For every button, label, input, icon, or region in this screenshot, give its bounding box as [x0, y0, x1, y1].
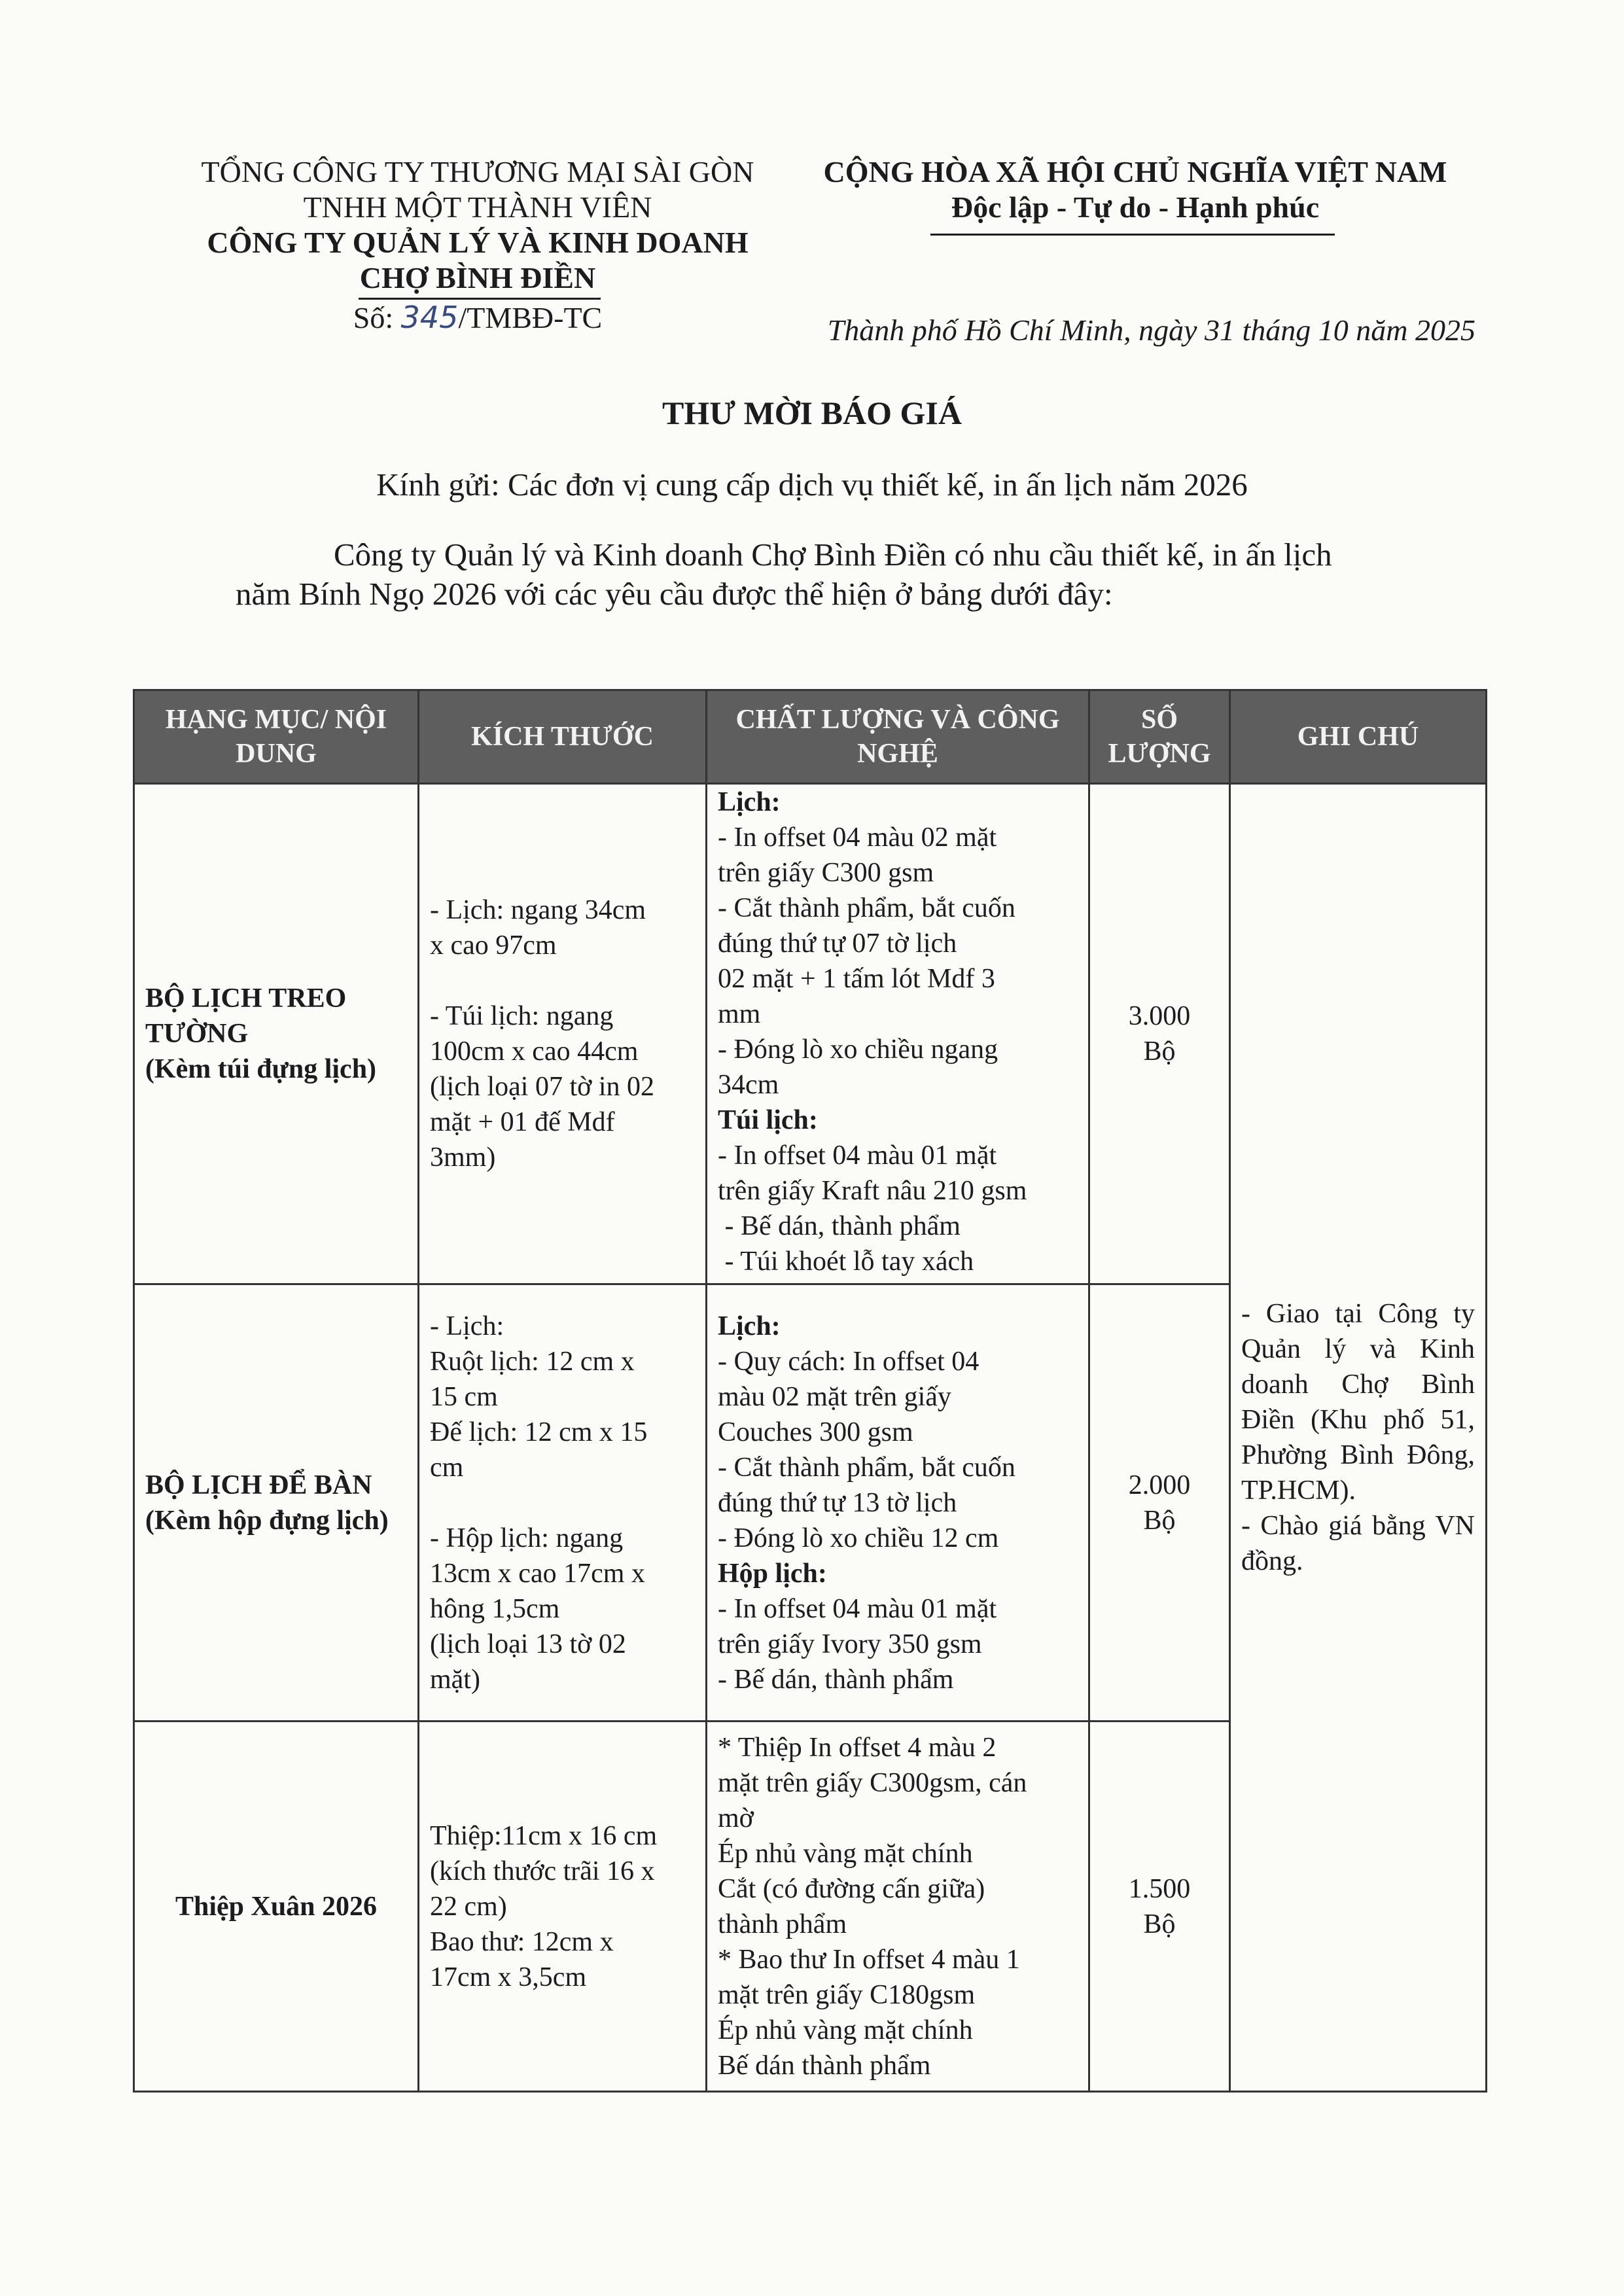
national-motto: Độc lập - Tự do - Hạnh phúc — [951, 190, 1320, 224]
qty-cell — [1089, 784, 1230, 1284]
note-line: - Giao tại Công ty Quản lý và Kinh doanh Chợ Bình Điền (Khu phố 51, Phường Bình Đông, TP.HCM). — [1241, 1299, 1475, 1506]
quality-line: Ép nhủ vàng mặt chính — [718, 2015, 973, 2045]
intro-paragraph — [236, 535, 1426, 614]
size-cell — [419, 784, 707, 1284]
col-header-note: GHI CHÚ — [1230, 690, 1487, 784]
quality-line: mặt trên giấy C300gsm, cán — [718, 1767, 1027, 1798]
size-line: (lịch loại 13 tờ 02 — [430, 1629, 626, 1659]
quality-cell — [707, 784, 1089, 1284]
quality-line: - Đóng lò xo chiều ngang — [718, 1034, 998, 1065]
issuer-parent-line1: TỔNG CÔNG TY THƯƠNG MẠI SÀI GÒN — [201, 155, 754, 188]
size-cell — [419, 1284, 707, 1722]
size-line — [430, 963, 695, 998]
item-cell — [134, 1284, 419, 1722]
qty-unit: Bộ — [1143, 1909, 1176, 1939]
quality-cell — [707, 1284, 1089, 1722]
quality-line: - In offset 04 màu 02 mặt — [718, 822, 997, 853]
qty-value: 2.000 — [1128, 1470, 1191, 1500]
size-line: (kích thước trãi 16 x — [430, 1856, 655, 1886]
size-line: Thiệp:11cm x 16 cm — [430, 1820, 658, 1851]
size-lines — [430, 1818, 695, 1995]
col-header-item: HẠNG MỤC/ NỘI DUNG — [134, 690, 419, 784]
size-line: x cao 97cm — [430, 930, 557, 961]
quality-lines — [718, 1730, 1078, 2083]
item-cell — [134, 784, 419, 1284]
issuer-company-name: CÔNG TY QUẢN LÝ VÀ KINH DOANH — [207, 226, 749, 259]
col-header-quality: CHẤT LƯỢNG VÀ CÔNG NGHỆ — [707, 690, 1089, 784]
size-line: 17cm x 3,5cm — [430, 1962, 587, 1992]
issuer-underline — [359, 298, 601, 300]
document-title: THƯ MỜI BÁO GIÁ — [662, 395, 962, 431]
size-line: 13cm x cao 17cm x — [430, 1558, 645, 1589]
quality-line: Cắt (có đường cấn giữa) — [718, 1873, 985, 1904]
note-line: - Chào giá bằng VN đồng. — [1241, 1511, 1475, 1576]
item-cell — [134, 1722, 419, 2092]
size-line: mặt + 01 đế Mdf — [430, 1107, 615, 1137]
size-line: hông 1,5cm — [430, 1593, 560, 1624]
quality-line: mặt trên giấy C180gsm — [718, 1979, 976, 2010]
quality-line: mờ — [718, 1803, 754, 1833]
issuer-company-name-2: CHỢ BÌNH ĐIỀN — [359, 261, 596, 294]
qty-value: 3.000 — [1128, 1001, 1191, 1031]
size-line: - Hộp lịch: ngang — [430, 1523, 624, 1553]
quality-line: * Bao thư In offset 4 màu 1 — [718, 1944, 1020, 1975]
quality-line: - In offset 04 màu 01 mặt — [718, 1593, 997, 1624]
note-cell — [1230, 784, 1487, 2092]
quality-line: mm — [718, 999, 761, 1029]
quality-cell — [707, 1722, 1089, 2092]
table-header-row — [134, 690, 1487, 784]
quality-line: - Cắt thành phẩm, bắt cuốn — [718, 893, 1015, 923]
quality-line: - Bế dán, thành phẩm — [718, 1664, 954, 1695]
quality-line: - Cắt thành phẩm, bắt cuốn — [718, 1452, 1015, 1483]
quality-line: đúng thứ tự 07 tờ lịch — [718, 928, 957, 959]
quality-line: màu 02 mặt trên giấy — [718, 1381, 951, 1412]
document-date: Thành phố Hồ Chí Minh, ngày 31 tháng 10 năm 2025 — [827, 313, 1475, 347]
quality-line: - Quy cách: In offset 04 — [718, 1346, 980, 1377]
qty-value: 1.500 — [1128, 1873, 1191, 1904]
item-subtitle: (Kèm hộp đựng lịch) — [145, 1505, 389, 1536]
item-subtitle: (Kèm túi đựng lịch) — [145, 1054, 377, 1084]
quality-line: đúng thứ tự 13 tờ lịch — [718, 1487, 957, 1518]
quality-line: - Bế dán, thành phẩm — [718, 1211, 961, 1241]
qty-cell — [1089, 1722, 1230, 2092]
size-line: - Lịch: — [430, 1311, 504, 1341]
size-line: 22 cm) — [430, 1891, 507, 1922]
motto-underline — [930, 234, 1335, 236]
quality-line: trên giấy C300 gsm — [718, 858, 934, 888]
quality-line: - In offset 04 màu 01 mặt — [718, 1140, 997, 1171]
national-motto-block — [795, 154, 1475, 225]
size-line: - Lịch: ngang 34cm — [430, 895, 646, 925]
quality-line: trên giấy Kraft nâu 210 gsm — [718, 1176, 1027, 1206]
recipient-line: Kính gửi: Các đơn vị cung cấp dịch vụ thiết kế, in ấn lịch năm 2026 — [376, 467, 1248, 503]
national-title: CỘNG HÒA XÃ HỘI CHỦ NGHĨA VIỆT NAM — [823, 155, 1447, 188]
issuer-block — [170, 154, 785, 336]
document-number-prefix: Số: — [353, 301, 394, 334]
quality-line: 02 mặt + 1 tấm lót Mdf 3 — [718, 964, 995, 994]
item-title: BỘ LỊCH TREO TƯỜNG — [145, 983, 347, 1049]
quality-heading: Lịch: — [718, 1311, 781, 1341]
item-title: Thiệp Xuân 2026 — [175, 1891, 378, 1922]
size-line: - Túi lịch: ngang — [430, 1001, 614, 1031]
document-number-handwritten: 345 — [400, 300, 459, 335]
size-line: 100cm x cao 44cm — [430, 1036, 639, 1067]
quality-heading: Túi lịch: — [718, 1105, 818, 1135]
quality-line: - Túi khoét lỗ tay xách — [718, 1246, 974, 1277]
size-line — [430, 1485, 695, 1521]
size-line: cm — [430, 1452, 464, 1483]
quality-line: * Thiệp In offset 4 màu 2 — [718, 1732, 997, 1763]
size-line: 15 cm — [430, 1381, 498, 1412]
size-line: Ruột lịch: 12 cm x — [430, 1346, 635, 1377]
size-line: (lịch loại 07 tờ in 02 — [430, 1072, 654, 1102]
size-lines — [430, 1309, 695, 1697]
qty-unit: Bộ — [1143, 1505, 1176, 1536]
issuer-parent-line2: TNHH MỘT THÀNH VIÊN — [303, 190, 652, 224]
quality-line: Ép nhủ vàng mặt chính — [718, 1838, 973, 1869]
size-line: Đế lịch: 12 cm x 15 — [430, 1417, 648, 1447]
qty-unit: Bộ — [1143, 1036, 1176, 1067]
intro-line-1: Công ty Quản lý và Kinh doanh Chợ Bình Điền có nhu cầu thiết kế, in ấn lịch — [334, 537, 1332, 573]
col-header-qty: SỐ LƯỢNG — [1089, 690, 1230, 784]
quality-lines — [718, 785, 1078, 1279]
size-cell — [419, 1722, 707, 2092]
quality-line: trên giấy Ivory 350 gsm — [718, 1629, 982, 1659]
document-number — [170, 300, 785, 336]
quotation-table — [133, 689, 1487, 2093]
quality-heading: Hộp lịch: — [718, 1558, 827, 1589]
qty-cell — [1089, 1284, 1230, 1722]
quality-heading: Lịch: — [718, 787, 781, 817]
item-title: BỘ LỊCH ĐỂ BÀN — [145, 1470, 372, 1500]
size-line: 3mm) — [430, 1142, 496, 1173]
size-lines — [430, 892, 695, 1175]
quality-line: Bế dán thành phẩm — [718, 2050, 931, 2081]
quality-lines — [718, 1309, 1078, 1697]
table-row — [134, 784, 1487, 1284]
quality-line: - Đóng lò xo chiều 12 cm — [718, 1523, 999, 1553]
size-line: mặt) — [430, 1664, 480, 1695]
intro-line-2: năm Bính Ngọ 2026 với các yêu cầu được thể hiện ở bảng dưới đây: — [236, 576, 1113, 612]
quality-line: 34cm — [718, 1070, 779, 1100]
quality-line: thành phẩm — [718, 1909, 847, 1939]
size-line: Bao thư: 12cm x — [430, 1926, 614, 1957]
document-number-suffix: /TMBĐ-TC — [458, 301, 603, 334]
quality-line: Couches 300 gsm — [718, 1417, 913, 1447]
col-header-size: KÍCH THƯỚC — [419, 690, 707, 784]
